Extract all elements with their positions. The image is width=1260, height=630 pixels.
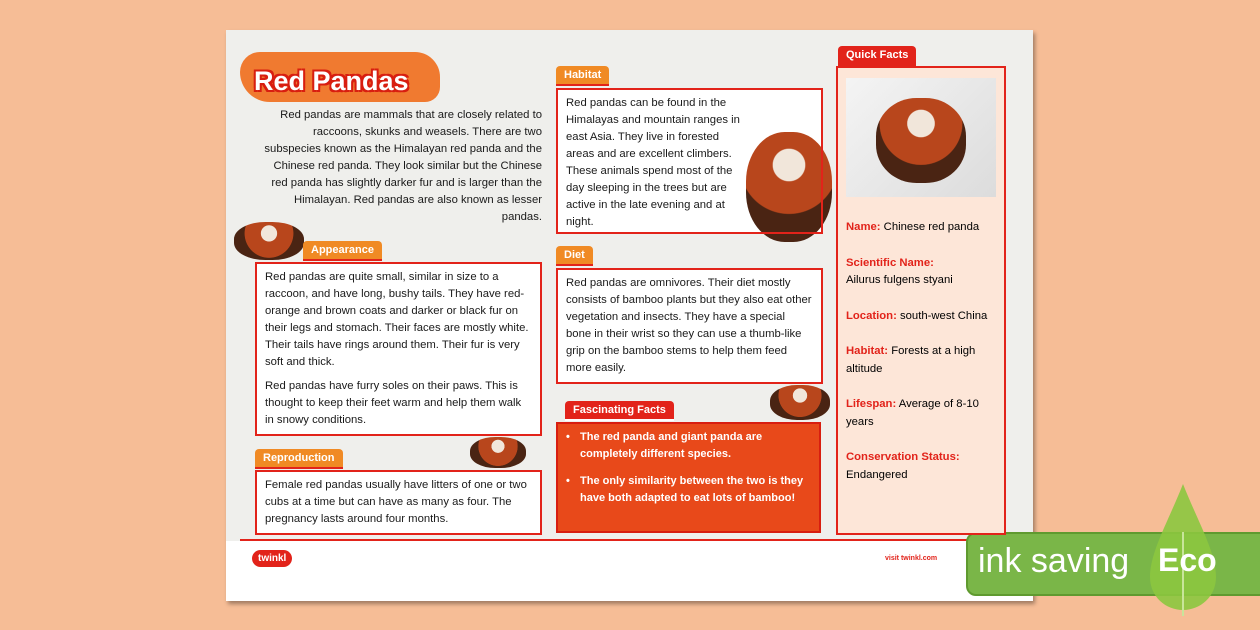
intro-text: Red pandas are mammals that are closely related to raccoons, skunks and weasels. There are two subspecies known as the Himalayan red panda and the Chinese red panda. They look similar but the Chinese red panda has slightly darker fur and is larger than the Himalayan. Red pandas are also known as lesser pandas. [264,109,542,223]
habitat-box [556,88,823,234]
diet-box [556,268,823,384]
diet-heading: Diet [556,246,593,266]
red-panda-image [470,437,526,468]
fact-habitat: Habitat: Forests at a high altitude [846,345,976,375]
fact-item: • The only similarity between the two is they have both adapted to eat lots of bamboo! [566,473,811,507]
red-panda-photo [846,78,996,197]
footer-url[interactable]: visit twinkl.com [885,555,938,562]
eco-label: Eco [1158,542,1217,578]
page-title: Red Pandas [254,66,409,96]
fascinating-facts-box [556,422,821,533]
reproduction-text: Female red pandas usually have litters of one or two cubs at a time but can have as many as four. The pregnancy lasts around four months. [265,479,527,525]
appearance-text-2: Red pandas have furry soles on their paws. This is thought to keep their feet warm and help them walk in snowy conditions. [265,380,522,426]
diet-text: Red pandas are omnivores. Their diet mostly consists of bamboo plants but they also eat other vegetation and insects. They have a special bone in their wrist so they can use a thumb-like grip on the bamboo stems to help them feed more easily. [566,277,812,374]
appearance-heading: Appearance [303,241,382,261]
quick-facts-box [836,66,1006,535]
red-panda-image [234,222,304,260]
fact-conservation: Conservation Status: Endangered [846,451,960,481]
ink-saving-label: ink saving [978,542,1130,580]
reproduction-box [255,470,542,535]
fact-item: • The red panda and giant panda are completely different species. [566,429,811,463]
quick-facts-heading: Quick Facts [838,46,916,66]
habitat-text: Red pandas can be found in the Himalayas and mountain ranges in east Asia. They live in forested areas and are excellent climbers. These animals spend most of the day sleeping in the trees but are active in the late evening and at night. [566,97,740,228]
appearance-text: Red pandas are quite small, similar in size to a raccoon, and have long, bushy tails. They have red-orange and brown coats and darker or black fur on their legs and stomach. Their faces are mostly white. Their tails have rings around them. Their fur is very soft and thick. [265,271,529,368]
red-panda-bamboo-image [770,385,830,420]
fact-location: Location: south-west China [846,309,988,322]
fact-name: Name: Chinese red panda [846,221,980,233]
appearance-box [255,262,542,436]
fascinating-facts-heading: Fascinating Facts [565,401,674,421]
fact-scientific-name: Scientific Name: Ailurus fulgens styani [846,256,953,286]
fact-lifespan: Lifespan: Average of 8-10 years [846,398,979,428]
twinkl-logo: twinkl [252,550,292,567]
reproduction-heading: Reproduction [255,449,343,469]
footer [226,541,1033,601]
habitat-heading: Habitat [556,66,609,86]
